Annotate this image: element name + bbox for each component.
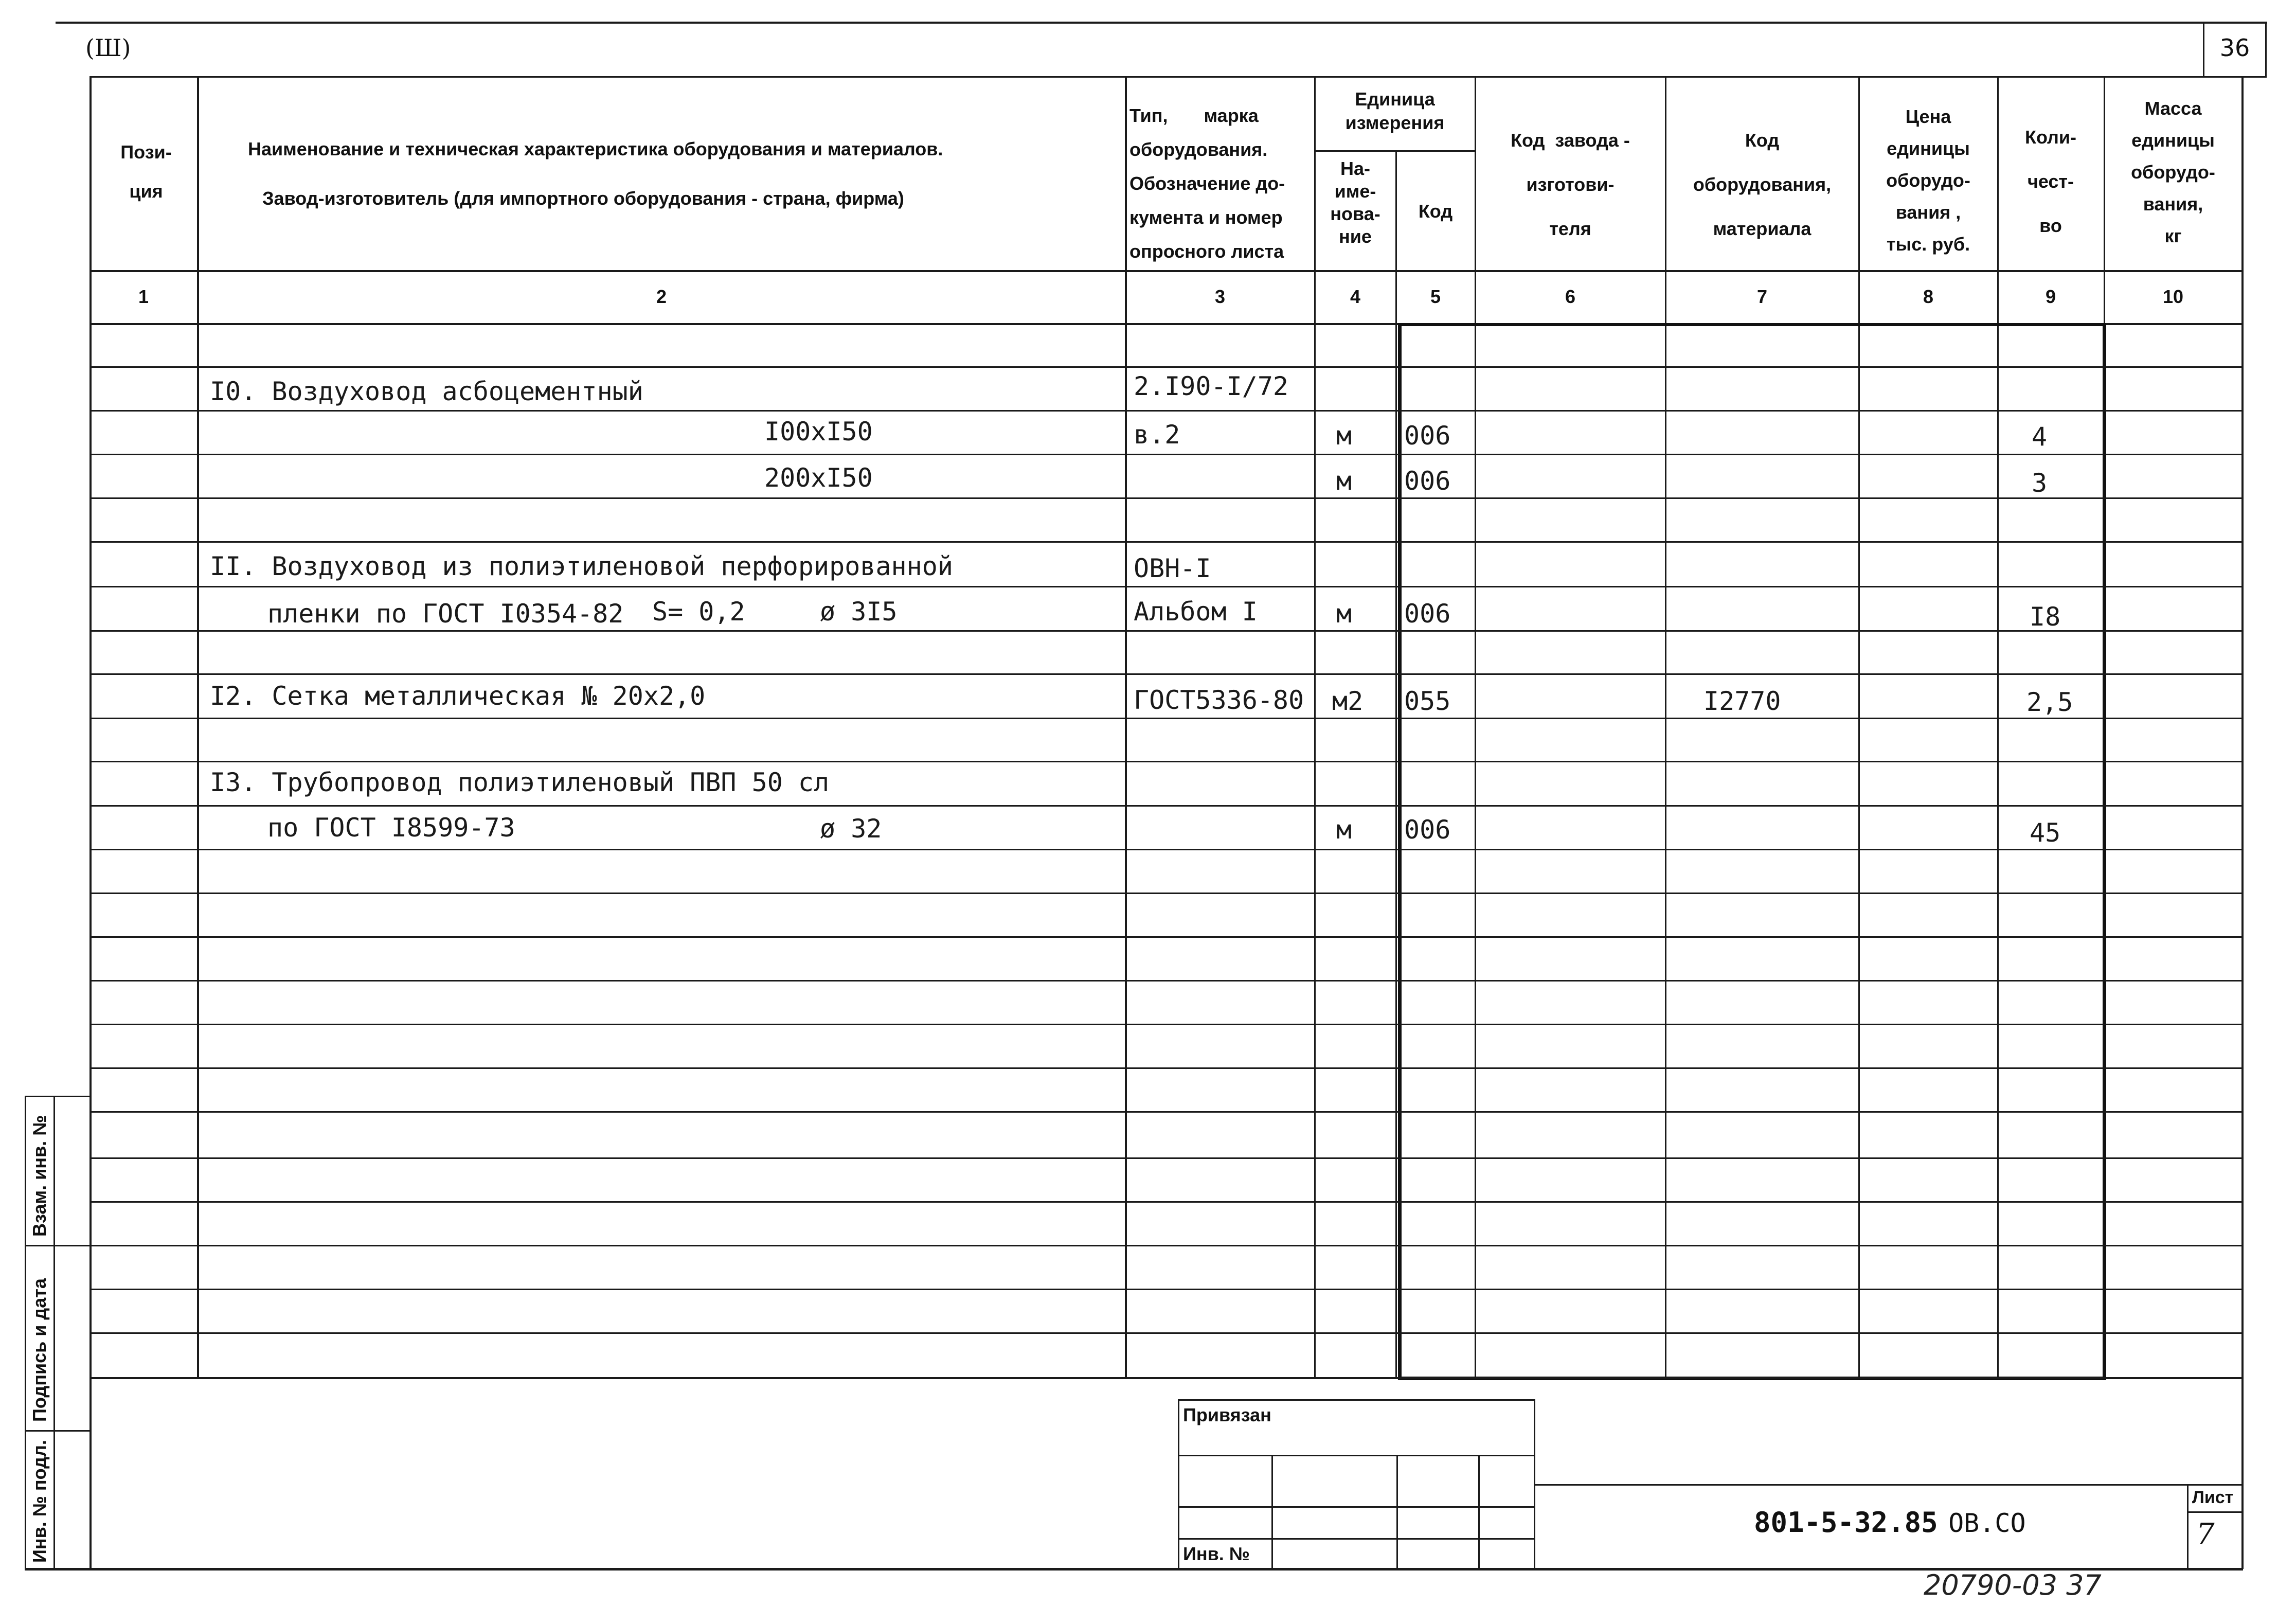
side-label-inv-podl: Инв. № подл. <box>29 1440 50 1563</box>
hdr-mass-l2: единицы <box>2131 130 2215 151</box>
hdr-equip-l2: оборудования, <box>1693 174 1832 195</box>
list-box-left <box>2187 1484 2189 1569</box>
frame-bottom <box>25 1568 2243 1571</box>
row11b-name: пленки по ГОСТ I0354-82 <box>267 599 624 629</box>
hdr-position <box>96 133 196 211</box>
hdr-type-l2: оборудования. <box>1129 139 1268 160</box>
table-top <box>89 76 2243 78</box>
header-bottom <box>89 270 2243 272</box>
page-box-left <box>2203 22 2204 77</box>
row11b-thickness: S= 0,2 <box>652 597 745 627</box>
colnum-6: 6 <box>1565 286 1576 307</box>
hdr-type-l1: Тип, марка <box>1129 105 1259 126</box>
hdr-name-l2: Завод-изготовитель (для импортного оборудования - страна, фирма) <box>262 188 904 209</box>
side-label-podpis: Подпись и дата <box>29 1278 50 1422</box>
hdr-unitname-l4: ние <box>1339 226 1372 247</box>
inv-no-label: Инв. № <box>1183 1543 1250 1564</box>
privyazan-row1 <box>1178 1455 1535 1456</box>
hdr-mass-l5: кг <box>2164 225 2182 246</box>
hdr-unit-group <box>1316 87 1474 135</box>
row11b-doc: Альбом I <box>1134 597 1258 627</box>
hdr-type <box>1129 99 1314 269</box>
list-box-mid <box>2187 1511 2243 1513</box>
hdr-equip-l3: материала <box>1713 218 1811 239</box>
hdr-price-l5: тыс. руб. <box>1886 234 1970 255</box>
row11-name: II. Воздуховод из полиэтиленовой перфорированной <box>210 551 953 581</box>
hdr-price-l1: Цена <box>1905 106 1951 127</box>
col-div-6 <box>1665 76 1666 1379</box>
row13b-name: по ГОСТ I8599-73 <box>267 813 515 843</box>
hdr-unitname-l2: име- <box>1334 181 1376 202</box>
row13b-qty: 45 <box>2030 818 2061 848</box>
colnum-2: 2 <box>656 286 667 307</box>
colnum-7: 7 <box>1756 286 1768 307</box>
colnum-1: 1 <box>138 286 149 307</box>
row10a-code: 006 <box>1404 421 1451 451</box>
row12-unit: м2 <box>1332 686 1364 716</box>
bottom-archive-code: 20790-03 37 <box>1924 1569 2102 1601</box>
row10a-doc: в.2 <box>1134 420 1180 450</box>
row12-name: I2. Сетка металлическая № 20х2,0 <box>210 681 706 711</box>
row12-material-code: I2770 <box>1703 686 1781 716</box>
hdr-unit-l2: измерения <box>1345 112 1445 133</box>
hdr-qty-l2: чест- <box>2027 171 2074 192</box>
page-number: 36 <box>2219 34 2250 62</box>
row13b-diameter: ø 32 <box>820 814 882 844</box>
hdr-unit-code: Код <box>1418 201 1453 222</box>
hdr-equip-code <box>1666 118 1858 251</box>
col-div-4 <box>1395 150 1397 1379</box>
row10-name: I0. Воздуховод асбоцементный <box>210 377 643 406</box>
bold-box-left <box>1398 324 1402 1380</box>
row11b-qty: I8 <box>2030 602 2061 632</box>
hdr-factory-l1: Код завода - <box>1511 130 1630 151</box>
col-div-2 <box>1125 76 1127 1379</box>
privyazan-row3 <box>1178 1538 1535 1540</box>
hdr-price-l2: единицы <box>1887 138 1970 159</box>
side-stamp-left <box>25 1096 26 1569</box>
hdr-name-l1: Наименование и техническая характеристика оборудования и материалов. <box>248 138 943 159</box>
hdr-price-l3: оборудо- <box>1886 170 1970 191</box>
hdr-unitname-l1: На- <box>1340 158 1370 179</box>
series-mark: (Ш) <box>85 34 131 62</box>
row10b-size: 200xI50 <box>764 463 873 493</box>
row11b-code: 006 <box>1404 599 1451 629</box>
hdr-qty-l1: Коли- <box>2024 127 2077 148</box>
row10a-size: I00xI50 <box>764 417 873 447</box>
privyazan-row2 <box>1178 1506 1535 1508</box>
row13-name: I3. Трубопровод полиэтиленовый ПВП 50 сл <box>210 768 830 797</box>
hdr-type-l3: Обозначение до- <box>1129 173 1285 194</box>
row10b-unit: м <box>1336 466 1352 496</box>
row12-code: 055 <box>1404 686 1451 716</box>
hdr-mass <box>2105 93 2241 252</box>
hdr-unit-l1: Единица <box>1355 88 1435 110</box>
row11b-unit: м <box>1336 599 1352 629</box>
hdr-unitname-l3: нова- <box>1330 203 1380 224</box>
hdr-qty-l3: во <box>2039 215 2062 236</box>
privyazan-col1 <box>1271 1455 1273 1569</box>
list-number: 7 <box>2196 1518 2215 1551</box>
privyazan-left <box>1178 1399 1179 1569</box>
side-stamp-sep2 <box>25 1430 91 1432</box>
row11-doc: ОВН-I <box>1134 554 1211 583</box>
row11b-diameter: ø 3I5 <box>820 597 898 627</box>
colnum-10: 10 <box>2162 286 2184 307</box>
hdr-type-l5: опросного листа <box>1129 241 1284 262</box>
hdr-mass-l3: оборудо- <box>2131 162 2215 183</box>
colnum-3: 3 <box>1214 286 1226 307</box>
bold-box-top <box>1398 323 2106 326</box>
col-div-3 <box>1314 76 1316 1379</box>
title-top <box>1534 1484 2243 1486</box>
hdr-mass-l4: вания, <box>2143 193 2203 215</box>
doc-code-suffix: ОВ.СО <box>1948 1508 2026 1538</box>
row10b-qty: 3 <box>2032 468 2048 498</box>
row10-doc: 2.I90-I/72 <box>1134 371 1289 401</box>
hdr-type-l4: кумента и номер <box>1129 207 1283 228</box>
hdr-factory-l2: изготови- <box>1526 174 1615 195</box>
hdr-factory-code <box>1476 118 1664 251</box>
hdr-name <box>201 124 1126 223</box>
side-label-vzam: Взам. инв. № <box>29 1115 50 1237</box>
col-div-1 <box>197 76 199 1379</box>
col-div-7 <box>1858 76 1860 1379</box>
row10a-unit: м <box>1336 421 1352 451</box>
row10b-code: 006 <box>1404 466 1451 496</box>
hdr-equip-l1: Код <box>1745 130 1780 151</box>
row13b-code: 006 <box>1404 815 1451 845</box>
col-div-5 <box>1475 76 1476 1379</box>
colnum-5: 5 <box>1430 286 1441 307</box>
frame-right <box>2241 76 2244 1569</box>
list-label: Лист <box>2192 1488 2234 1507</box>
row12-doc: ГОСТ5336-80 <box>1134 685 1304 715</box>
hdr-quantity <box>1999 115 2103 248</box>
unit-group-line <box>1314 150 1475 152</box>
hdr-price <box>1860 101 1997 260</box>
hdr-position-l2: ция <box>129 181 163 202</box>
side-stamp-sep1 <box>25 1245 91 1246</box>
page-box-right <box>2265 22 2267 77</box>
table-body-bottom <box>89 1377 2243 1379</box>
privyazan-col2 <box>1396 1455 1398 1569</box>
doc-code-main: 801-5-32.85 <box>1754 1506 1938 1539</box>
bold-box-right <box>2103 324 2106 1380</box>
colnum-8: 8 <box>1923 286 1934 307</box>
row12-qty: 2,5 <box>2026 687 2073 717</box>
hdr-price-l4: вания , <box>1895 202 1961 223</box>
privyazan-label: Привязан <box>1183 1404 1271 1425</box>
colnum-4: 4 <box>1350 286 1361 307</box>
frame-top <box>56 22 2267 24</box>
hdr-position-l1: Пози- <box>120 141 172 163</box>
row10a-qty: 4 <box>2032 422 2048 452</box>
privyazan-top <box>1178 1399 1535 1401</box>
hdr-factory-l3: теля <box>1549 218 1591 239</box>
row13b-unit: м <box>1336 815 1352 845</box>
doc-code <box>1754 1506 2026 1539</box>
col-div-8 <box>1997 76 1999 1379</box>
privyazan-col3 <box>1478 1455 1480 1569</box>
hdr-unit-name <box>1316 157 1395 248</box>
side-stamp-inner <box>53 1096 55 1569</box>
hdr-mass-l1: Масса <box>2144 98 2202 119</box>
side-stamp-top <box>25 1096 91 1097</box>
colnum-9: 9 <box>2045 286 2056 307</box>
